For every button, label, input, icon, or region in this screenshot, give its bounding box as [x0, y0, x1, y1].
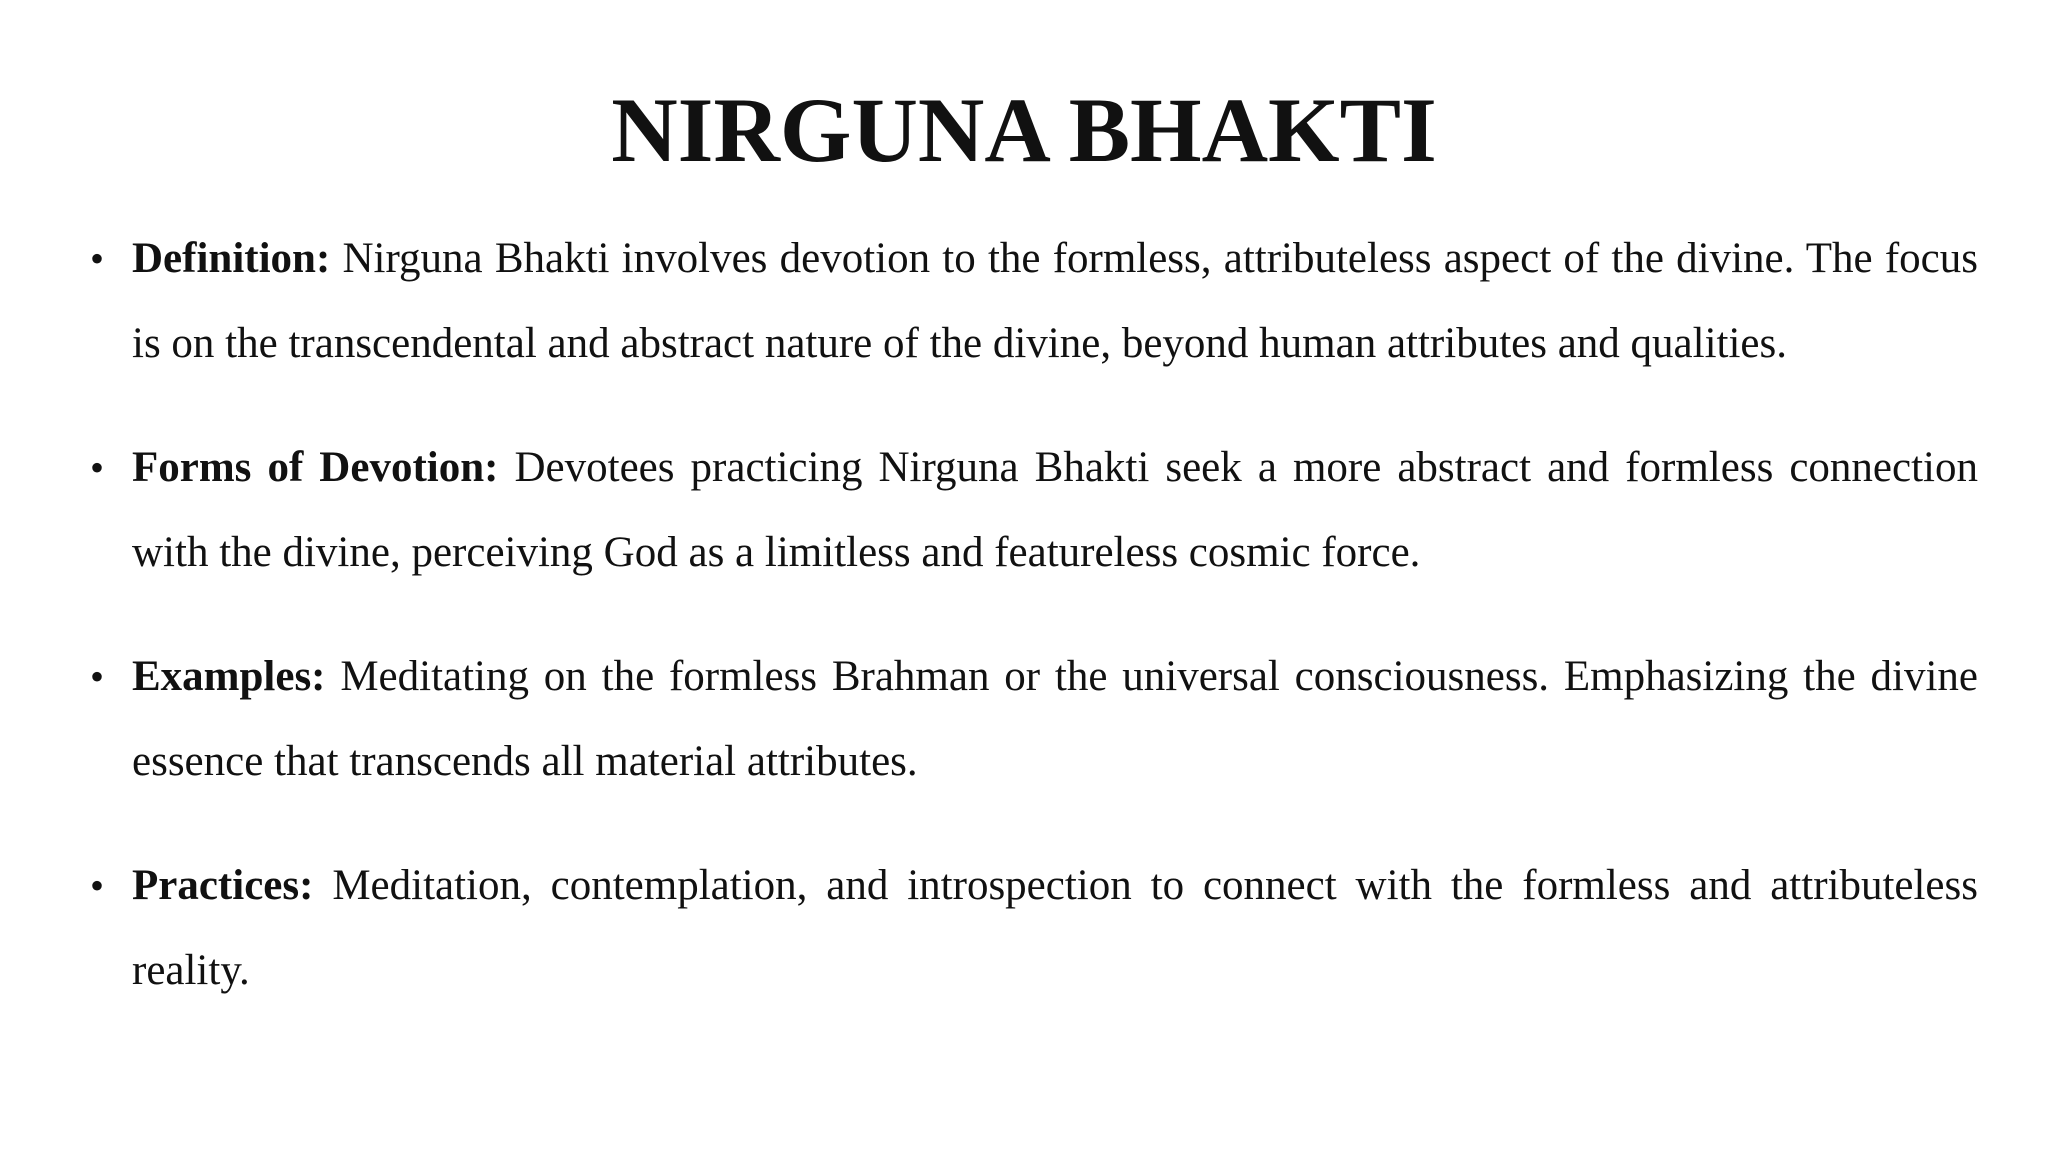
- bullet-practices: [90, 843, 1978, 1013]
- bullet-icon: •: [90, 863, 105, 908]
- bullet-icon: •: [90, 236, 105, 281]
- bullet-text: Meditating on the formless Brahman or the universal consciousness. Emphasizing the divine essence that transcends all material attributes.: [132, 653, 1979, 785]
- bullet-text: Meditation, contemplation, and introspection to connect with the formless and attributeless reality.: [132, 862, 1978, 994]
- bullet-forms-of-devotion: [90, 425, 1978, 595]
- slide-title: NIRGUNA BHAKTI: [611, 79, 1437, 181]
- bullet-label: Forms of Devotion:: [132, 444, 515, 491]
- bullet-text: Devotees practicing Nirguna Bhakti seek a more abstract and formless connection with the divine, perceiving God as a limitless and featureless cosmic force.: [132, 444, 1978, 576]
- bullet-icon: •: [90, 654, 105, 699]
- bullet-label: Definition:: [132, 235, 343, 282]
- bullet-list: [90, 216, 1978, 1013]
- bullet-definition: [90, 216, 1978, 386]
- bullet-label: Examples:: [132, 653, 341, 700]
- bullet-icon: •: [90, 445, 105, 490]
- bullet-examples: [90, 634, 1978, 804]
- bullet-label: Practices:: [132, 862, 333, 909]
- bullet-text: Nirguna Bhakti involves devotion to the formless, attributeless aspect of the divine. The focus is on the transcendental and abstract nature of the divine, beyond human attributes and qualities.: [132, 235, 1978, 367]
